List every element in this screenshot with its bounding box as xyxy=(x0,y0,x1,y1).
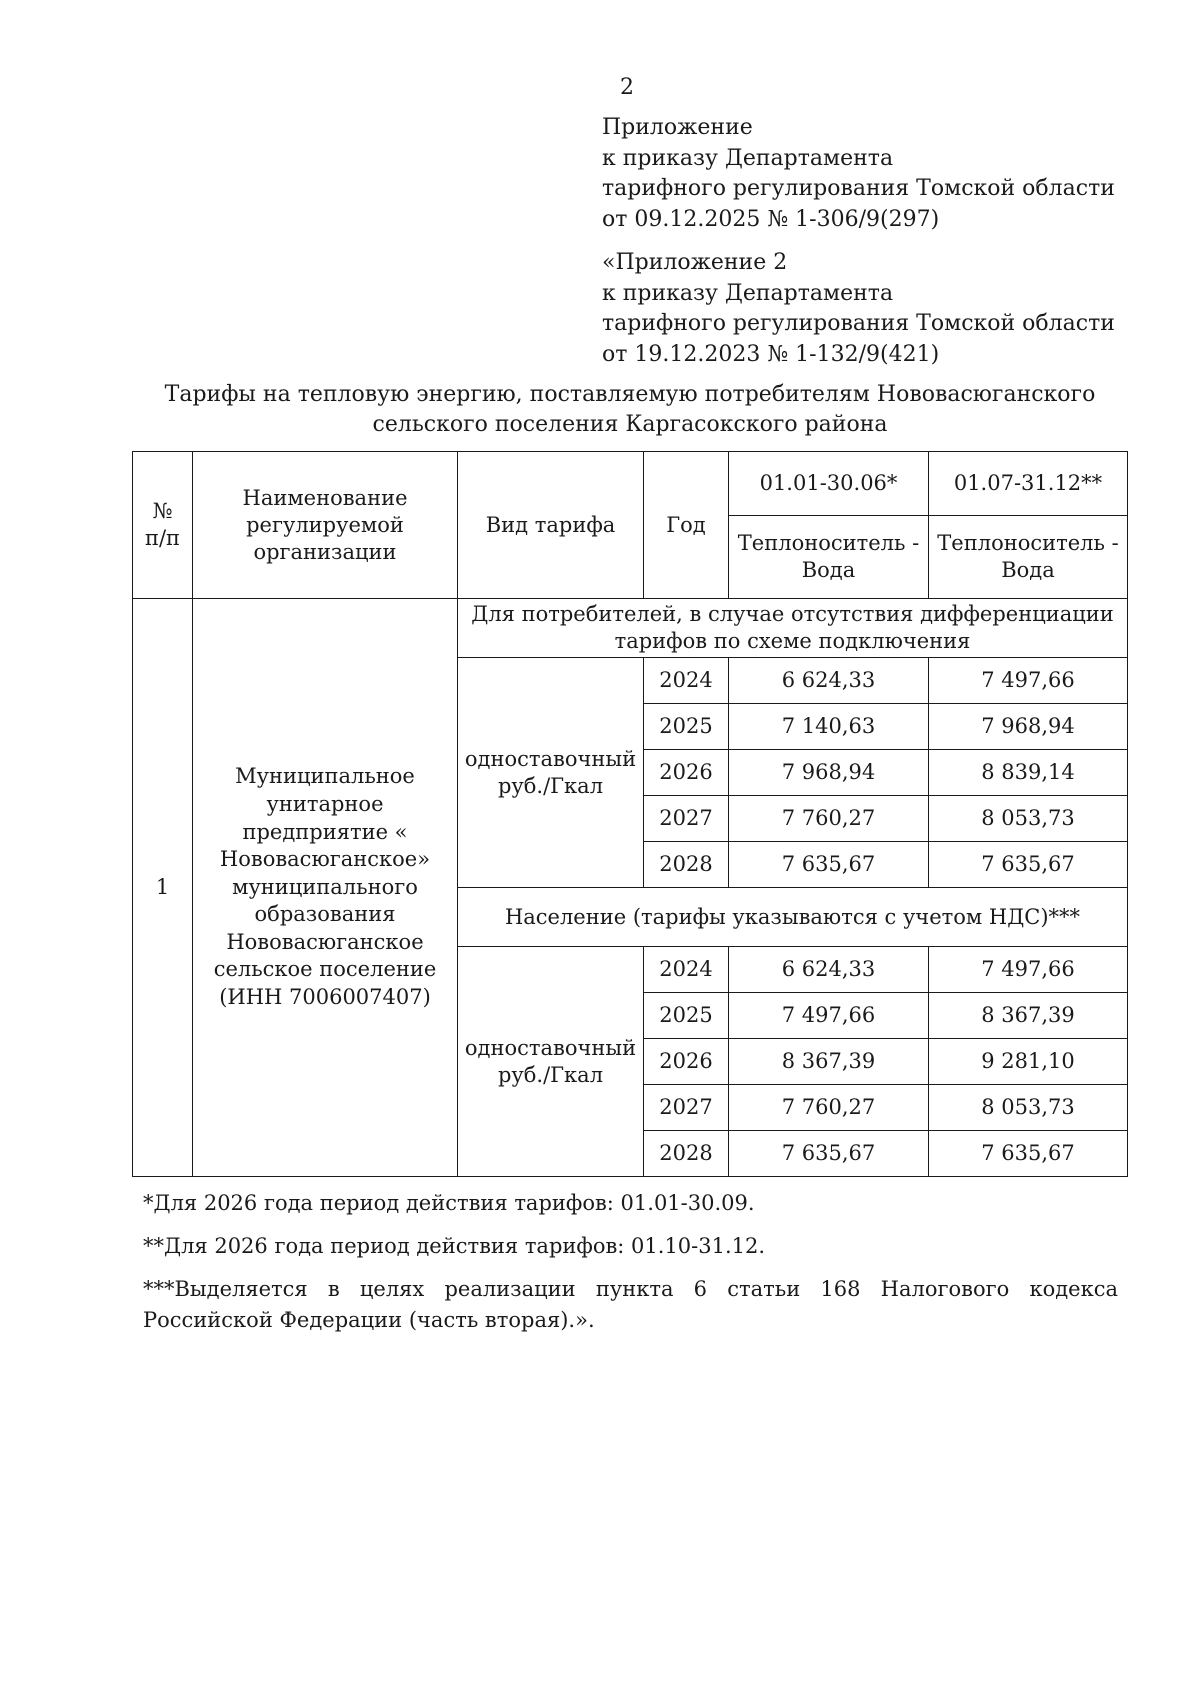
section-title-line: тарифов по схеме подключения xyxy=(614,629,971,653)
appendix-original-line: тарифного регулирования Томской области xyxy=(602,311,1115,336)
header-carrier-line: Вода xyxy=(801,558,856,582)
tariff-period-2-cell: 7 635,67 xyxy=(929,842,1128,888)
section-title-line: Население (тарифы указываются с учетом НДС)*** xyxy=(504,904,1081,929)
appendix-original-line: к приказу Департамента xyxy=(602,280,894,306)
tariff-type-line: одноставочный xyxy=(464,746,637,771)
organization-name-line: Муниципальное xyxy=(235,764,415,789)
tariff-type xyxy=(458,658,644,888)
tariff-period-2-cell: 7 635,67 xyxy=(929,1131,1128,1177)
page-number: 2 xyxy=(620,75,634,100)
organization-name-line: муниципального xyxy=(232,874,418,899)
appendix-original-line: «Приложение 2 xyxy=(602,250,788,275)
header-organization-line: регулируемой xyxy=(246,512,404,537)
tariff-period-1-cell: 7 140,63 xyxy=(729,704,929,750)
organization-name-line: предприятие « xyxy=(242,819,408,844)
tariff-period-2-cell: 7 968,94 xyxy=(929,704,1128,750)
appendix-header-line: к приказу Департамента xyxy=(602,145,894,171)
tariff-period-2-cell: 8 053,73 xyxy=(929,796,1128,842)
tariff-type-line: руб./Гкал xyxy=(497,773,604,798)
organization-name-line: Нововасюганское» xyxy=(219,847,431,872)
footnote: ***Выделяется в целях реализации пункта 6 статьи 168 Налогового кодекса Российской Федерации (часть вторая).». xyxy=(143,1277,1118,1332)
header-period-1: 01.01-30.06* xyxy=(729,452,929,516)
tariff-period-1-cell: 7 635,67 xyxy=(729,1131,929,1177)
appendix-header-line: Приложение xyxy=(602,115,753,140)
header-organization-line: Наименование xyxy=(242,485,408,510)
footnotes xyxy=(143,1188,1118,1348)
tariff-period-2-cell: 8 839,14 xyxy=(929,750,1128,796)
year-cell: 2028 xyxy=(644,1131,729,1177)
table-title-line: сельского поселения Каргасокского района xyxy=(372,412,888,437)
tariff-period-2-cell: 7 497,66 xyxy=(929,658,1128,704)
tariff-period-1-cell: 7 635,67 xyxy=(729,842,929,888)
header-organization xyxy=(193,452,458,599)
footnote: **Для 2026 года период действия тарифов: 01.10-31.12. xyxy=(143,1234,766,1258)
tariff-period-1-cell: 6 624,33 xyxy=(729,658,929,704)
tariff-period-1-cell: 6 624,33 xyxy=(729,947,929,993)
tariff-table xyxy=(132,451,1128,1177)
header-carrier-2 xyxy=(929,516,1128,599)
tariff-period-1-cell: 8 367,39 xyxy=(729,1039,929,1085)
year-cell: 2025 xyxy=(644,704,729,750)
section-title xyxy=(458,888,1128,947)
appendix-header xyxy=(602,113,1142,235)
organization-name-line: унитарное xyxy=(266,791,384,816)
table-title xyxy=(130,380,1130,440)
header-year: Год xyxy=(644,452,729,599)
footnote: *Для 2026 года период действия тарифов: 01.01-30.09. xyxy=(143,1191,755,1215)
tariff-type-line: одноставочный xyxy=(464,1035,637,1060)
header-carrier-line: Вода xyxy=(1001,558,1055,582)
organization-name-line: (ИНН 7006007407) xyxy=(219,985,431,1010)
tariff-period-1-cell: 7 497,66 xyxy=(729,993,929,1039)
year-cell: 2026 xyxy=(644,750,729,796)
organization-name xyxy=(193,599,458,1177)
table-title-line: Тарифы на тепловую энергию, поставляемую потребителям Нововасюганского xyxy=(164,382,1096,407)
header-organization-line: организации xyxy=(253,539,397,564)
appendix-original-line: от 19.12.2023 № 1-132/9(421) xyxy=(602,341,940,367)
year-cell: 2024 xyxy=(644,658,729,704)
tariff-period-2-cell: 7 497,66 xyxy=(929,947,1128,993)
year-cell: 2024 xyxy=(644,947,729,993)
row-number: 1 xyxy=(133,599,193,1177)
organization-name-line: сельское поселение xyxy=(213,957,437,982)
tariff-period-1-cell: 7 760,27 xyxy=(729,1085,929,1131)
header-period-2: 01.07-31.12** xyxy=(929,452,1128,516)
year-cell: 2027 xyxy=(644,796,729,842)
header-carrier-1 xyxy=(729,516,929,599)
year-cell: 2025 xyxy=(644,993,729,1039)
header-carrier-line: Теплоноситель - xyxy=(737,531,920,555)
organization-name-line: образования xyxy=(254,902,396,927)
year-cell: 2027 xyxy=(644,1085,729,1131)
tariff-type xyxy=(458,947,644,1177)
organization-name-line: Нововасюганское xyxy=(226,929,424,954)
appendix-header-line: от 09.12.2025 № 1-306/9(297) xyxy=(602,206,940,232)
year-cell: 2028 xyxy=(644,842,729,888)
tariff-period-2-cell: 8 053,73 xyxy=(929,1085,1128,1131)
header-number-line: п/п xyxy=(144,526,181,550)
header-number-line: № xyxy=(152,499,173,523)
tariff-period-2-cell: 9 281,10 xyxy=(929,1039,1128,1085)
tariff-period-1-cell: 7 760,27 xyxy=(729,796,929,842)
header-carrier-line: Теплоноситель - xyxy=(937,531,1119,555)
appendix-original xyxy=(602,248,1142,370)
section-title xyxy=(458,599,1128,658)
header-tariff-type: Вид тарифа xyxy=(458,452,644,599)
tariff-type-line: руб./Гкал xyxy=(497,1062,604,1087)
section-title-line: Для потребителей, в случае отсутствия дифференциации xyxy=(471,602,1114,626)
appendix-header-line: тарифного регулирования Томской области xyxy=(602,176,1115,201)
tariff-period-1-cell: 7 968,94 xyxy=(729,750,929,796)
tariff-period-2-cell: 8 367,39 xyxy=(929,993,1128,1039)
year-cell: 2026 xyxy=(644,1039,729,1085)
header-number xyxy=(133,452,193,599)
